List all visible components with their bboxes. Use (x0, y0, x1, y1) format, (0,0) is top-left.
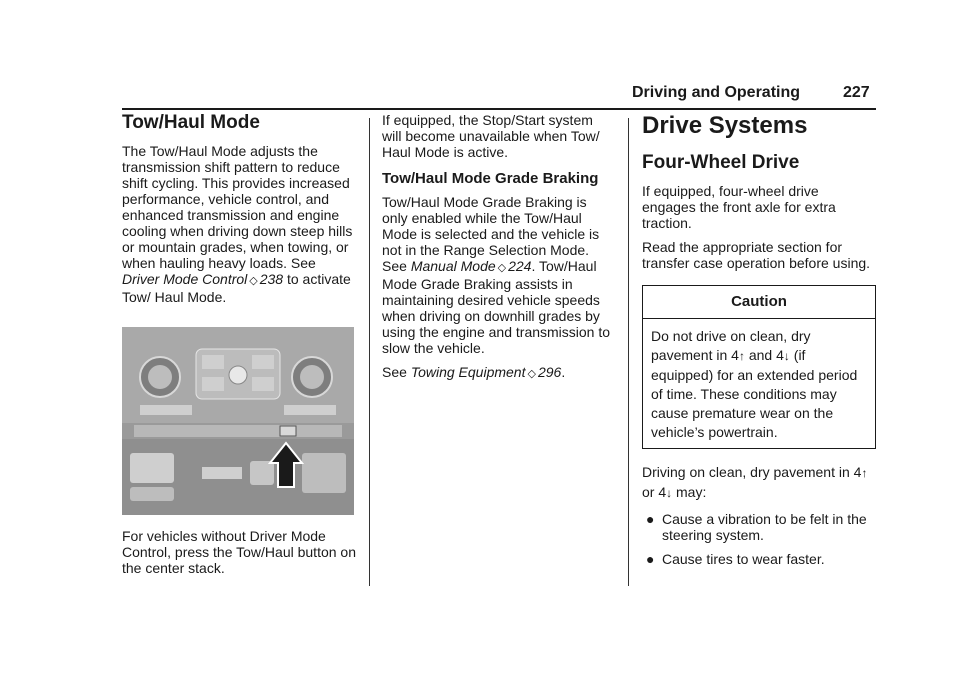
chapter-heading-drive-systems: Drive Systems (642, 112, 808, 139)
list-item (642, 511, 876, 543)
subheading-grade-braking: Tow/Haul Mode Grade Braking (382, 170, 599, 187)
paragraph: If equipped, the Stop/Start system will become unavailable when Tow/ Haul Mode is active. (382, 112, 600, 160)
paragraph-text: to activate Tow/ Haul Mode. (122, 271, 351, 305)
paragraph-text: may: (672, 484, 707, 500)
column-middle (382, 112, 614, 390)
caution-text-part: Do not drive on clean, dry pavement in 4 (651, 328, 811, 363)
column-divider (628, 118, 629, 586)
running-header-section: Driving and Operating (632, 84, 801, 101)
diamond-icon: ◇ (249, 275, 258, 287)
cross-reference-link[interactable]: Towing Equipment (410, 364, 526, 380)
4-high-icon: ↑ (861, 466, 868, 480)
4-low-icon: ↓ (666, 486, 673, 500)
page-reference[interactable]: 296 (537, 364, 562, 380)
paragraph (122, 143, 356, 305)
paragraph (382, 194, 614, 356)
list-item-text: Cause tires to wear faster. (662, 551, 825, 567)
paragraph (382, 364, 614, 382)
bullet-icon: ● (646, 551, 655, 567)
paragraph-text: or 4 (642, 484, 667, 500)
paragraph-text: See (382, 364, 411, 380)
caution-text (643, 319, 875, 448)
4-high-icon: ↑ (738, 349, 745, 363)
center-stack-photo (122, 327, 354, 515)
column-divider (369, 118, 370, 586)
cross-reference-link[interactable]: Manual Mode (410, 258, 496, 274)
column-right (642, 112, 876, 575)
page-number: 227 (843, 84, 870, 101)
page-reference[interactable]: 238 (259, 271, 284, 287)
section-heading-tow-haul: Tow/Haul Mode (122, 112, 260, 133)
caution-box (642, 285, 876, 449)
photo-caption: For vehicles without Driver Mode Control, press the Tow/Haul button on the center stack. (122, 528, 356, 576)
list-item-text: Cause a vibration to be felt in the steering system. (662, 511, 867, 543)
column-left (122, 112, 356, 584)
paragraph-text: Tow/Haul Mode Grade Braking is only enabled while the Tow/Haul Mode is selected and the vehicle is not in the Range Selection Mode. See (382, 194, 600, 274)
caution-text-part: (if equipped) for an extended period of time. These conditions may cause premature wear on the vehicle’s powertrain. (651, 347, 858, 440)
page-reference[interactable]: 224 (508, 258, 532, 274)
paragraph-text: Driving on clean, dry pavement in 4 (642, 464, 862, 480)
section-heading-four-wheel-drive: Four-Wheel Drive (642, 152, 800, 173)
list-item (642, 551, 876, 567)
caution-title: Caution (643, 286, 875, 319)
paragraph: Read the appropriate section for transfer case operation before using. (642, 239, 871, 271)
4-low-icon: ↓ (783, 349, 790, 363)
paragraph (642, 463, 876, 503)
paragraph-text: . (561, 364, 566, 380)
caution-text-part: and 4 (744, 347, 784, 363)
bullet-icon: ● (646, 511, 655, 527)
paragraph: If equipped, four-wheel drive engages the front axle for extra traction. (642, 183, 836, 231)
paragraph-text: . Tow/Haul Mode Grade Braking assists in maintaining desired vehicle speeds when driving on downhill grades by using the engine and transmission to slow the vehicle. (382, 258, 611, 356)
cross-reference-link[interactable]: Driver Mode Control (122, 271, 248, 287)
diamond-icon: ◇ (497, 262, 507, 274)
header-rule (122, 108, 876, 110)
paragraph-text: The Tow/Haul Mode adjusts the transmission shift pattern to reduce shift cycling. This provides increased performance, vehicle control, and enhanced transmission and engine cooling when driving down steep hills or mountain grades, when towing, or when hauling heavy loads. See (122, 143, 353, 271)
diamond-icon: ◇ (527, 368, 536, 380)
